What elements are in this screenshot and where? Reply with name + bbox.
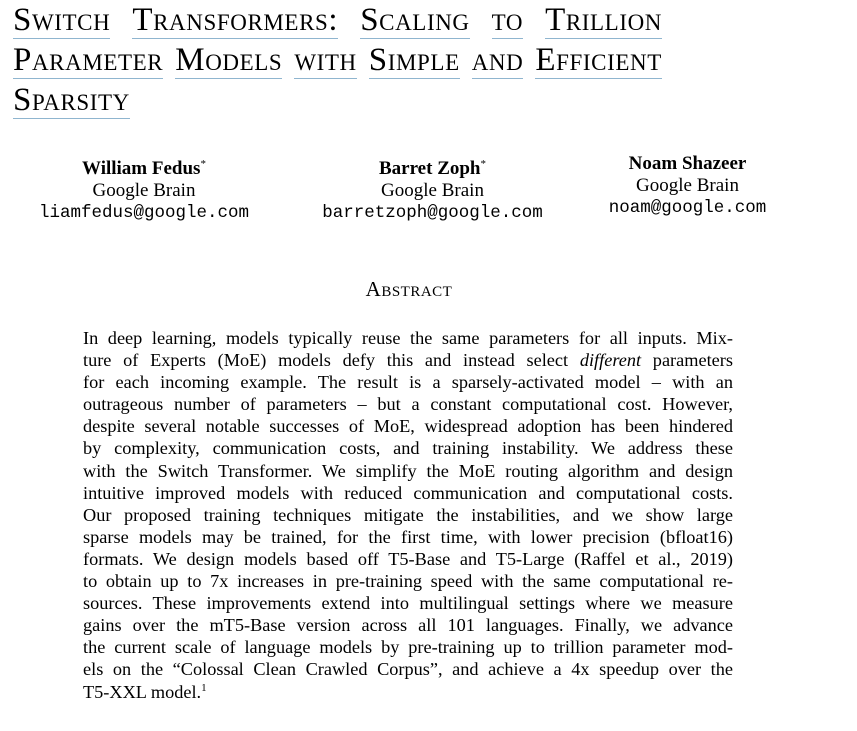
abstract-line: ture of Experts (MoE) models defy this and instead select different parameters bbox=[83, 350, 733, 371]
author-email[interactable]: noam@google.com bbox=[608, 198, 767, 218]
abstract-line: the current scale of language models by pre-training up to trillion parameter mod- bbox=[83, 637, 733, 658]
title-word[interactable]: Transformers: bbox=[132, 2, 339, 38]
title-line-2 bbox=[13, 40, 843, 80]
footnote-marker[interactable]: 1 bbox=[201, 681, 207, 694]
author-affiliation: Google Brain bbox=[636, 175, 739, 196]
title-word[interactable]: with bbox=[294, 42, 357, 78]
equal-contribution-mark: * bbox=[200, 158, 206, 170]
abstract-heading: Abstract bbox=[365, 277, 453, 301]
author-name: Barret Zoph* bbox=[378, 158, 486, 179]
author-email[interactable]: barretzoph@google.com bbox=[322, 203, 543, 223]
abstract-line: by complexity, communication costs, and training instability. We address these bbox=[83, 438, 733, 459]
abstract-line: for each incoming example. The result is a sparsely-activated model – with an bbox=[83, 372, 733, 393]
title-word[interactable]: Simple bbox=[368, 42, 460, 78]
abstract-line: despite several notable successes of MoE, widespread adoption has been hindered bbox=[83, 416, 733, 437]
author-william-fedus bbox=[14, 153, 274, 224]
abstract-line: T5-XXL model.$^1$ bbox=[83, 681, 207, 702]
title-word[interactable]: to bbox=[491, 2, 524, 38]
title-line-1 bbox=[13, 0, 843, 40]
title-word[interactable]: Scaling bbox=[360, 2, 470, 38]
title-word[interactable]: Parameter bbox=[13, 42, 164, 78]
abstract-line: sparse models may be trained, for the first time, with lower precision (bfloat16) bbox=[83, 526, 733, 547]
equal-contribution-mark: * bbox=[480, 158, 486, 170]
title-word[interactable]: Efficient bbox=[535, 42, 662, 78]
paper-title bbox=[13, 0, 843, 120]
author-name: Noam Shazeer bbox=[628, 153, 747, 174]
abstract-line: with the Switch Transformer. We simplify the MoE routing algorithm and design bbox=[83, 460, 733, 481]
title-word[interactable]: Trillion bbox=[545, 2, 663, 38]
abstract-line: sources. These improvements extend into multilingual settings where we measure bbox=[83, 593, 733, 614]
title-word[interactable]: and bbox=[471, 42, 524, 78]
author-name: William Fedus* bbox=[82, 158, 206, 179]
author-email[interactable]: liamfedus@google.com bbox=[38, 203, 250, 223]
abstract-line: intuitive improved models with reduced communication and computational costs. bbox=[83, 482, 733, 503]
abstract-line: outrageous number of parameters – but a constant computational cost. However, bbox=[83, 394, 733, 415]
title-word[interactable]: Switch bbox=[13, 2, 111, 38]
abstract-line: els on the “Colossal Clean Crawled Corpus”, and achieve a 4x speedup over the bbox=[83, 659, 733, 680]
author-barret-zoph bbox=[300, 153, 565, 224]
abstract-body bbox=[83, 327, 733, 703]
emphasis-different: different bbox=[579, 350, 642, 371]
title-word[interactable]: Models bbox=[175, 42, 283, 78]
abstract-line: formats. We design models based off T5-Base and T5-Large (Raffel et al., 2019) bbox=[83, 548, 733, 569]
author-affiliation: Google Brain bbox=[381, 180, 484, 201]
abstract-line: gains over the mT5-Base version across all 101 languages. Finally, we advance bbox=[83, 615, 733, 636]
author-noam-shazeer bbox=[585, 153, 790, 219]
title-word[interactable]: Sparsity bbox=[13, 82, 130, 118]
abstract-line: to obtain up to 7x increases in pre-training speed with the same computational re- bbox=[83, 571, 733, 592]
title-line-3 bbox=[13, 80, 843, 120]
author-affiliation: Google Brain bbox=[92, 180, 196, 201]
abstract-line: In deep learning, models typically reuse the same parameters for all inputs. Mix- bbox=[83, 328, 733, 348]
abstract-line: Our proposed training techniques mitigate the instabilities, and we show large bbox=[83, 504, 733, 525]
